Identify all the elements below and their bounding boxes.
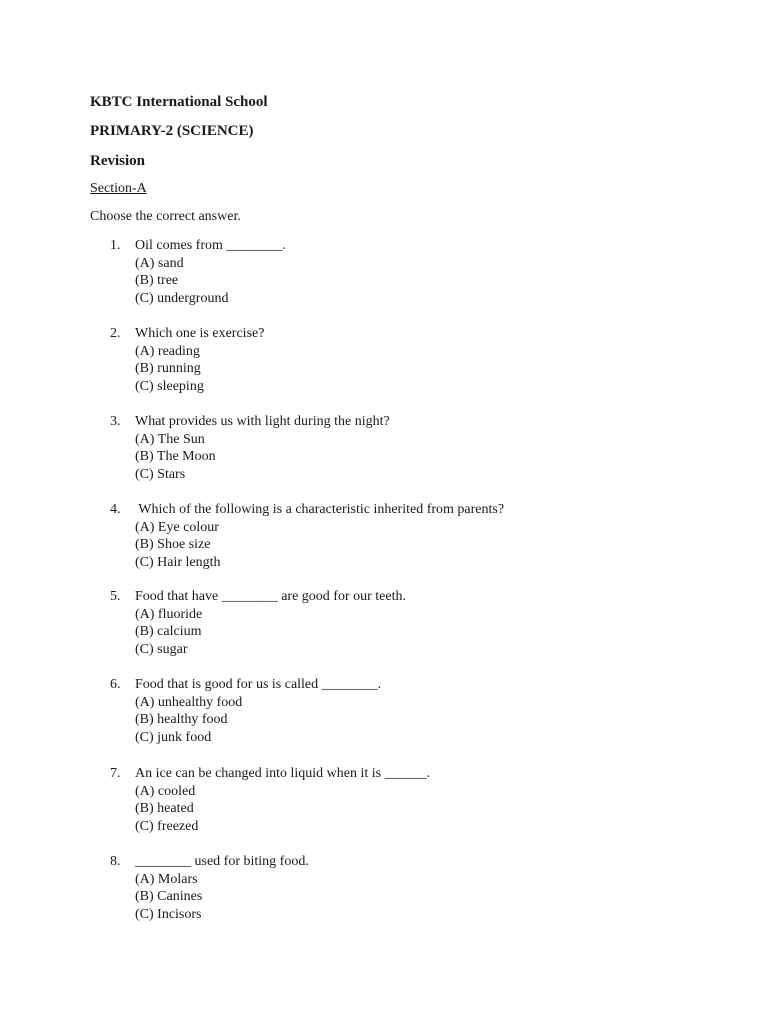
question-text: Which one is exercise? — [135, 326, 265, 341]
option-b: (B) heated — [135, 801, 194, 817]
option-c: (C) Hair length — [135, 554, 221, 570]
option-a: (A) Molars — [135, 871, 198, 887]
question-4 — [110, 501, 710, 571]
question-number: 5. — [110, 589, 121, 604]
question-text: What provides us with light during the night? — [135, 414, 390, 429]
option-c: (C) freezed — [135, 818, 199, 834]
question-number: 2. — [110, 326, 121, 341]
option-a: (A) fluoride — [135, 606, 203, 622]
option-b: (B) Shoe size — [135, 537, 211, 553]
section-heading: Section-A — [90, 181, 147, 196]
option-a: (A) The Sun — [135, 431, 205, 447]
question-text: Food that is good for us is called ________. — [135, 677, 382, 692]
school-name: KBTC International School — [90, 94, 268, 110]
question-7 — [110, 765, 710, 835]
question-number: 3. — [110, 414, 121, 429]
grade-subject: PRIMARY-2 (SCIENCE) — [90, 123, 254, 139]
question-number: 1. — [110, 238, 121, 253]
question-2 — [110, 325, 710, 395]
option-a: (A) sand — [135, 255, 184, 271]
question-number: 6. — [110, 677, 121, 692]
question-text: An ice can be changed into liquid when it is ______. — [135, 766, 431, 781]
option-a: (A) cooled — [135, 783, 196, 799]
option-c: (C) underground — [135, 290, 229, 306]
option-c: (C) Incisors — [135, 906, 202, 922]
question-text: ________ used for biting food. — [135, 854, 309, 869]
option-b: (B) The Moon — [135, 449, 216, 465]
question-5 — [110, 588, 710, 658]
question-8 — [110, 853, 710, 923]
option-c: (C) sleeping — [135, 378, 204, 394]
question-text: Which of the following is a characteristic inherited from parents? — [135, 502, 505, 517]
option-b: (B) running — [135, 361, 201, 377]
question-text: Food that have ________ are good for our teeth. — [135, 589, 406, 604]
option-c: (C) junk food — [135, 729, 212, 745]
option-b: (B) Canines — [135, 889, 203, 905]
question-number: 4. — [110, 502, 121, 517]
option-b: (B) calcium — [135, 624, 202, 640]
option-c: (C) sugar — [135, 641, 188, 657]
question-text: Oil comes from ________. — [135, 238, 286, 253]
option-a: (A) reading — [135, 343, 200, 359]
option-c: (C) Stars — [135, 466, 186, 482]
option-b: (B) healthy food — [135, 712, 228, 728]
question-number: 7. — [110, 766, 121, 781]
option-a: (A) unhealthy food — [135, 694, 243, 710]
option-b: (B) tree — [135, 273, 179, 289]
option-a: (A) Eye colour — [135, 519, 219, 535]
instruction-text: Choose the correct answer. — [90, 209, 241, 224]
question-3 — [110, 413, 710, 483]
question-6 — [110, 676, 710, 746]
page-title: Revision — [90, 153, 146, 169]
question-1 — [110, 237, 710, 307]
question-number: 8. — [110, 854, 121, 869]
